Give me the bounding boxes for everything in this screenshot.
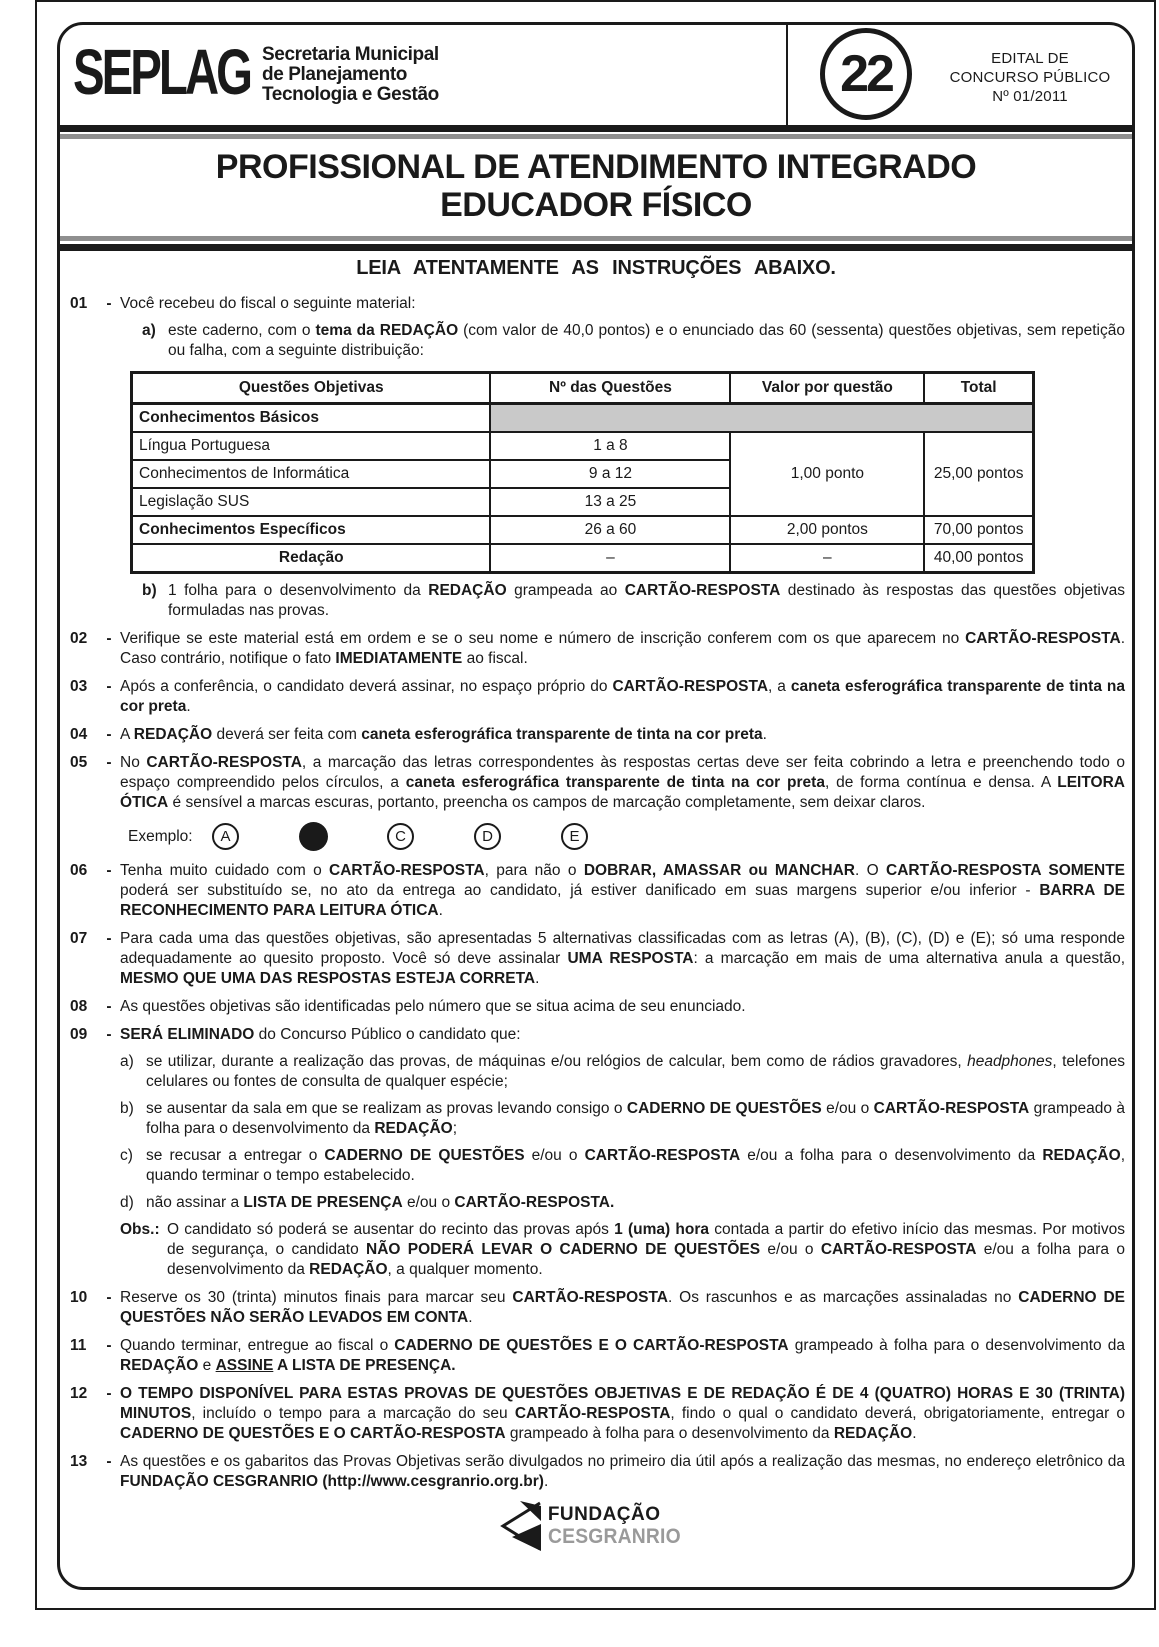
item-text: No CARTÃO-RESPOSTA, a marcação das letras correspondentes às respostas certas deve ser feita cobrindo a letra e preenchendo todo o espaço compreendido pelos círculos, a caneta esferográfica transparente de tinta na cor preta, de forma contínua e densa. A LEITORA ÓTICA é sensível a marcas escuras, portanto, preencha os campos de marcação completamente, sem deixar claros.	[120, 754, 1125, 811]
edital-info	[940, 49, 1120, 106]
item-dash: -	[106, 678, 112, 695]
total-cell: 70,00 pontos	[924, 516, 1033, 544]
subitem-label: b)	[120, 1100, 134, 1117]
table-section-row	[132, 404, 1034, 433]
instruction-item-04	[68, 725, 1125, 745]
item-text: Verifique se este material está em ordem e se o seu nome e número de inscrição conferem com os que aparecem no CARTÃO-RESPOSTA. Caso contrário, notifique o fato IMEDIATAMENTE ao fiscal.	[120, 630, 1125, 667]
item-text: A REDAÇÃO deverá ser feita com caneta esferográfica transparente de tinta na cor preta.	[120, 726, 767, 743]
merged-total-cell: 25,00 pontos	[924, 432, 1033, 516]
subitem-01a	[142, 321, 1125, 361]
subitem-label: c)	[120, 1147, 133, 1164]
questions-cell: 13 a 25	[490, 488, 730, 516]
item-dash: -	[106, 295, 112, 312]
booklet-number: 22	[840, 45, 892, 103]
example-row	[128, 822, 1125, 851]
subitem-label: b)	[142, 582, 157, 599]
separator-bar-black-top	[60, 125, 1132, 132]
agency-name	[262, 45, 439, 105]
instruction-item-06	[68, 861, 1125, 921]
subitem-text: 1 folha para o desenvolvimento da REDAÇÃO grampeada ao CARTÃO-RESPOSTA destinado às respostas das questões objetivas formuladas nas provas.	[168, 582, 1125, 619]
item-dash: -	[106, 930, 112, 947]
subitem-text: não assinar a LISTA DE PRESENÇA e/ou o CARTÃO-RESPOSTA.	[146, 1194, 615, 1211]
col-header-numero-questoes: Nº das Questões	[490, 373, 730, 404]
questions-cell: –	[490, 544, 730, 573]
item-number: 05	[70, 754, 88, 771]
answer-bubble-e: E	[561, 823, 588, 850]
item-number: 01	[70, 295, 88, 312]
subject-cell: Conhecimentos Específicos	[132, 516, 491, 544]
item-number: 06	[70, 862, 88, 879]
instruction-item-09	[68, 1025, 1125, 1280]
instruction-item-12	[68, 1384, 1125, 1444]
instruction-item-07	[68, 929, 1125, 989]
subitem-label: a)	[120, 1053, 134, 1070]
item-number: 04	[70, 726, 88, 743]
section-label: Conhecimentos Básicos	[132, 404, 491, 433]
subitem-09c	[120, 1146, 1125, 1186]
table-row	[132, 432, 1034, 460]
instruction-item-01	[68, 294, 1125, 621]
subject-cell: Conhecimentos de Informática	[132, 460, 491, 488]
item-number: 12	[70, 1385, 88, 1402]
questions-cell: 9 a 12	[490, 460, 730, 488]
subject-cell: Língua Portuguesa	[132, 432, 491, 460]
subitem-label: d)	[120, 1194, 134, 1211]
item-number: 10	[70, 1289, 88, 1306]
agency-name-line-3: Tecnologia e Gestão	[262, 84, 439, 105]
item-number: 13	[70, 1453, 88, 1470]
item-dash: -	[106, 1337, 112, 1354]
cesgranrio-logo	[60, 1500, 1132, 1552]
item-content	[120, 294, 1125, 621]
item-text: Você recebeu do fiscal o seguinte material:	[120, 295, 416, 312]
item-text: SERÁ ELIMINADO do Concurso Público o candidato que:	[120, 1026, 521, 1043]
total-cell: 40,00 pontos	[924, 544, 1033, 573]
item-text: Quando terminar, entregue ao fiscal o CADERNO DE QUESTÕES E O CARTÃO-RESPOSTA grampeado à folha para o desenvolvimento da REDAÇÃO e ASSINE A LISTA DE PRESENÇA.	[120, 1337, 1125, 1374]
subitem-text: este caderno, com o tema da REDAÇÃO (com valor de 40,0 pontos) e o enunciado das 60 (sessenta) questões objetivas, sem repetição ou falha, com a seguinte distribuição:	[168, 322, 1125, 359]
subject-cell: Legislação SUS	[132, 488, 491, 516]
value-cell: 2,00 pontos	[730, 516, 924, 544]
cesgranrio-logo-text	[548, 1504, 692, 1548]
answer-bubble-c: C	[387, 823, 414, 850]
subitem-09-obs	[120, 1220, 1125, 1280]
instruction-item-08	[68, 997, 1125, 1017]
subitem-09b	[120, 1099, 1125, 1139]
job-title-line-1: PROFISSIONAL DE ATENDIMENTO INTEGRADO	[215, 148, 977, 186]
header-divider	[786, 25, 788, 125]
item-dash: -	[106, 1026, 112, 1043]
merged-value-cell: 1,00 ponto	[730, 432, 924, 516]
subitem-01b	[142, 581, 1125, 621]
instruction-item-11	[68, 1336, 1125, 1376]
edital-line-3: Nº 01/2011	[992, 88, 1068, 105]
item-text: As questões e os gabaritos das Provas Objetivas serão divulgados no primeiro dia útil após a realização das mesmas, no endereço eletrônico da FUNDAÇÃO CESGRANRIO (http://www.cesgranrio.org.br).	[120, 1453, 1125, 1490]
col-header-questoes-objetivas: Questões Objetivas	[132, 373, 491, 404]
item-text: As questões objetivas são identificadas pelo número que se situa acima de seu enunciado.	[120, 998, 746, 1015]
item-content	[120, 1025, 1125, 1280]
example-label: Exemplo:	[128, 827, 193, 845]
agency-name-line-2: de Planejamento	[262, 64, 407, 85]
instructions-sheet	[57, 22, 1135, 1590]
job-title-line-2: EDUCADOR FÍSICO	[440, 186, 752, 224]
questions-cell: 26 a 60	[490, 516, 730, 544]
item-dash: -	[106, 754, 112, 771]
answer-bubble-d: D	[474, 823, 501, 850]
item-dash: -	[106, 1385, 112, 1402]
edital-line-2: CONCURSO PÚBLICO	[949, 69, 1111, 86]
item-dash: -	[106, 862, 112, 879]
cesgranrio-arrow-icon	[500, 1500, 542, 1552]
item-text: Reserve os 30 (trinta) minutos finais para marcar seu CARTÃO-RESPOSTA. Os rascunhos e as marcações assinaladas no CADERNO DE QUESTÕES NÃO SERÃO LEVADOS EM CONTA.	[120, 1289, 1125, 1326]
col-header-valor: Valor por questão	[730, 373, 924, 404]
item-dash: -	[106, 630, 112, 647]
edital-line-1: EDITAL DE	[991, 50, 1069, 67]
distribution-table	[130, 371, 1035, 574]
table-row-especificos	[132, 516, 1034, 544]
logo-line-cesgranrio: CESGRANRIO	[547, 1525, 681, 1548]
instruction-item-02	[68, 629, 1125, 669]
subject-cell: Redação	[132, 544, 491, 573]
subitem-text: se recusar a entregar o CADERNO DE QUESTÕES e/ou o CARTÃO-RESPOSTA e/ou a folha para o desenvolvimento da REDAÇÃO, quando terminar o tempo estabelecido.	[146, 1147, 1125, 1184]
item-dash: -	[106, 1453, 112, 1470]
subitem-09a	[120, 1052, 1125, 1092]
questions-cell: 1 a 8	[490, 432, 730, 460]
item-number: 09	[70, 1026, 88, 1043]
answer-bubble-a: A	[212, 823, 239, 850]
instructions-body	[60, 284, 1132, 1492]
item-dash: -	[106, 998, 112, 1015]
agency-name-line-1: Secretaria Municipal	[262, 44, 439, 65]
header	[60, 25, 1132, 125]
instruction-item-03	[68, 677, 1125, 717]
item-text: Para cada uma das questões objetivas, são apresentadas 5 alternativas classificadas com as letras (A), (B), (C), (D) e (E); só uma responde adequadamente ao quesito proposto. Você só deve assinalar UMA RESPOSTA: a marcação em mais de uma alternativa anula a questão, MESMO QUE UMA DAS RESPOSTAS ESTEJA CORRETA.	[120, 930, 1125, 987]
booklet-number-circle	[820, 28, 912, 120]
item-dash: -	[106, 1289, 112, 1306]
item-number: 03	[70, 678, 88, 695]
col-header-total: Total	[924, 373, 1033, 404]
answer-bubble-b-marked	[299, 822, 328, 851]
subitem-text: se ausentar da sala em que se realizam as provas levando consigo o CADERNO DE QUESTÕES e/ou o CARTÃO-RESPOSTA grampeado à folha para o desenvolvimento da REDAÇÃO;	[146, 1100, 1126, 1137]
item-text: Após a conferência, o candidato deverá assinar, no espaço próprio do CARTÃO-RESPOSTA, a caneta esferográfica transparente de tinta na cor preta.	[120, 678, 1125, 715]
job-title	[60, 139, 1132, 236]
obs-label: Obs.:	[120, 1221, 160, 1238]
section-shaded-cell	[490, 404, 1033, 433]
obs-text: O candidato só poderá se ausentar do recinto das provas após 1 (uma) hora contada a partir do efetivo início das mesmas. Por motivos de segurança, o candidato NÃO PODERÁ LEVAR O CADERNO DE QUESTÕES e/ou o CARTÃO-RESPOSTA e/ou a folha para o desenvolvimento da REDAÇÃO, a qualquer momento.	[167, 1221, 1125, 1278]
item-number: 07	[70, 930, 88, 947]
item-text: Tenha muito cuidado com o CARTÃO-RESPOSTA, para não o DOBRAR, AMASSAR ou MANCHAR. O CARTÃO-RESPOSTA SOMENTE poderá ser substituído se, no ato da entrega ao candidato, já estiver danificado em suas margens superior e/ou inferior - BARRA DE RECONHECIMENTO PARA LEITURA ÓTICA.	[120, 862, 1126, 919]
subitem-label: a)	[142, 322, 156, 339]
subitem-09d	[120, 1193, 1125, 1213]
item-number: 02	[70, 630, 88, 647]
instructions-heading: LEIA ATENTAMENTE AS INSTRUÇÕES ABAIXO.	[356, 257, 836, 279]
logo-line-fundacao: FUNDAÇÃO	[547, 1504, 661, 1525]
item-text: O TEMPO DISPONÍVEL PARA ESTAS PROVAS DE QUESTÕES OBJETIVAS E DE REDAÇÃO É DE 4 (QUATRO) HORAS E 30 (TRINTA) MINUTOS, incluído o tempo para a marcação do seu CARTÃO-RESPOSTA, findo o qual o candidato deverá, obrigatoriamente, entregar o CADERNO DE QUESTÕES E O CARTÃO-RESPOSTA grampeado à folha para o desenvolvimento da REDAÇÃO.	[120, 1385, 1125, 1442]
seplag-logo: SEPLAG	[73, 36, 250, 108]
instruction-item-10	[68, 1288, 1125, 1328]
instruction-item-05	[68, 753, 1125, 853]
item-content	[120, 753, 1125, 853]
separator-bar-black-bottom	[60, 244, 1132, 251]
value-cell: –	[730, 544, 924, 573]
table-header-row	[132, 373, 1034, 404]
item-dash: -	[106, 726, 112, 743]
item-number: 08	[70, 998, 88, 1015]
item-number: 11	[70, 1337, 87, 1354]
instruction-item-13	[68, 1452, 1125, 1492]
subitem-text: se utilizar, durante a realização das provas, de máquinas e/ou relógios de calcular, bem como de rádios gravadores, headphones, telefones celulares ou fontes de consulta de qualquer espécie;	[146, 1053, 1125, 1090]
table-row-redacao	[132, 544, 1034, 573]
